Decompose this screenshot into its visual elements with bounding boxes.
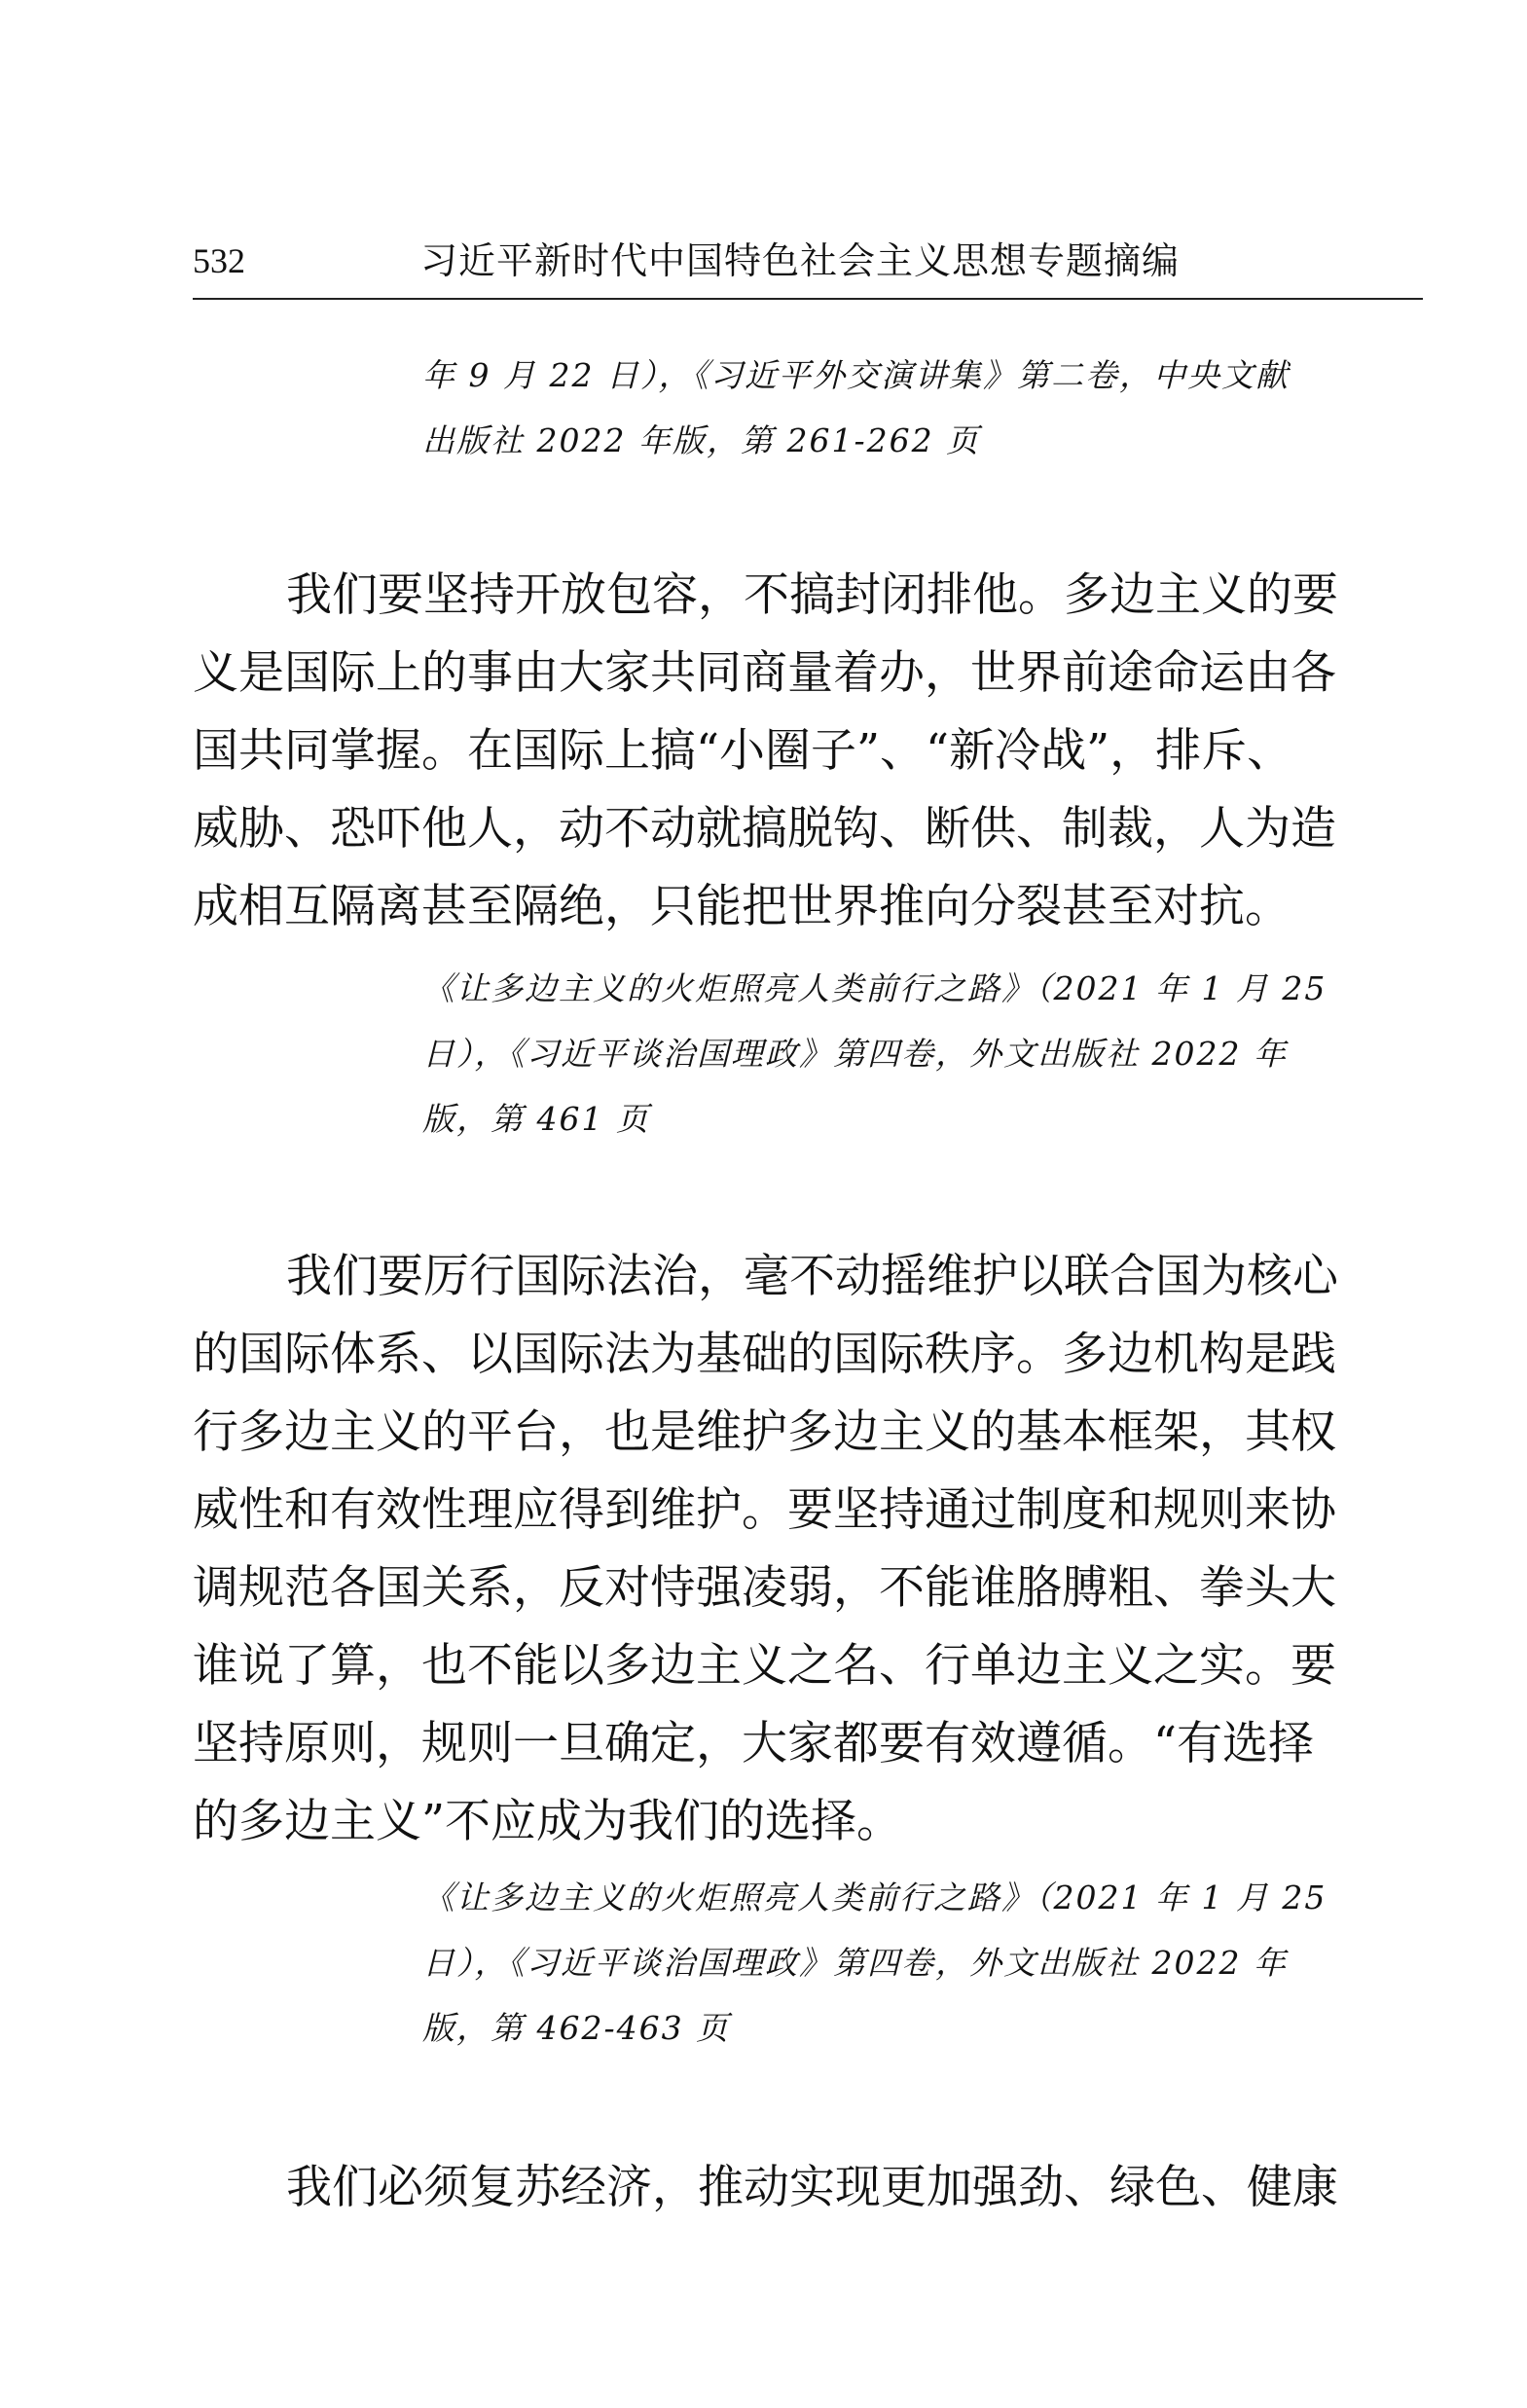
paragraph-line: 义是国际上的事由大家共同商量着办，世界前途命运由各: [193, 646, 1336, 700]
paragraph-line: 坚持原则，规则一旦确定，大家都要有效遵循。“有选择: [193, 1717, 1315, 1770]
paragraph-line: 成相互隔离甚至隔绝，只能把世界推向分裂甚至对抗。: [193, 880, 1291, 933]
citation-line: 出版社 2022 年版，第 261-262 页: [422, 421, 981, 459]
paragraph-line: 威胁、恐吓他人，动不动就搞脱钩、断供、制裁，人为造: [193, 802, 1336, 856]
header-rule: [193, 298, 1423, 300]
citation-line: 日），《习近平谈治国理政》第四卷，外文出版社 2022 年: [422, 1944, 1288, 1982]
paragraph-line: 威性和有效性理应得到维护。要坚持通过制度和规则来协: [193, 1483, 1336, 1537]
paragraph-line: 国共同掌握。在国际上搞“小圈子”、“新冷战”，排斥、: [193, 724, 1293, 778]
citation-2: [422, 1865, 1425, 2061]
citation-line: 日），《习近平谈治国理政》第四卷，外文出版社 2022 年: [422, 1035, 1288, 1073]
paragraph-line: 我们要厉行国际法治，毫不动摇维护以联合国为核心: [286, 1250, 1338, 1303]
citation-line: 版，第 461 页: [422, 1100, 650, 1138]
citation-line: 版，第 462-463 页: [422, 2009, 731, 2047]
paragraph-line: 谁说了算，也不能以多边主义之名、行单边主义之实。要: [193, 1639, 1336, 1693]
paragraph-line: 行多边主义的平台，也是维护多边主义的基本框架，其权: [193, 1405, 1336, 1459]
paragraph-1: [193, 557, 1423, 946]
top-citation: [422, 343, 1425, 473]
paragraph-line: 我们必须复苏经济，推动实现更加强劲、绿色、健康: [286, 2161, 1338, 2214]
citation-line: 《让多边主义的火炬照亮人类前行之路》（2021 年 1 月 25: [422, 1879, 1327, 1916]
paragraph-line: 调规范各国关系，反对恃强凌弱，不能谁胳膊粗、拳头大: [193, 1561, 1336, 1615]
running-title: 习近平新时代中国特色社会主义思想专题摘编: [420, 239, 1181, 282]
paragraph-line: 的多边主义”不应成为我们的选择。: [193, 1795, 903, 1848]
citation-line: 年 9 月 22 日），《习近平外交演讲集》第二卷，中央文献: [422, 356, 1290, 394]
citation-line: 《让多边主义的火炬照亮人类前行之路》（2021 年 1 月 25: [422, 969, 1327, 1007]
citation-1: [422, 956, 1425, 1151]
page-number: 532: [193, 241, 245, 280]
paragraph-3: [193, 2149, 1423, 2227]
paragraph-line: 我们要坚持开放包容，不搞封闭排他。多边主义的要: [286, 568, 1338, 622]
page-header: [193, 232, 1423, 300]
paragraph-2: [193, 1238, 1423, 1861]
paragraph-line: 的国际体系、以国际法为基础的国际秩序。多边机构是践: [193, 1328, 1336, 1381]
